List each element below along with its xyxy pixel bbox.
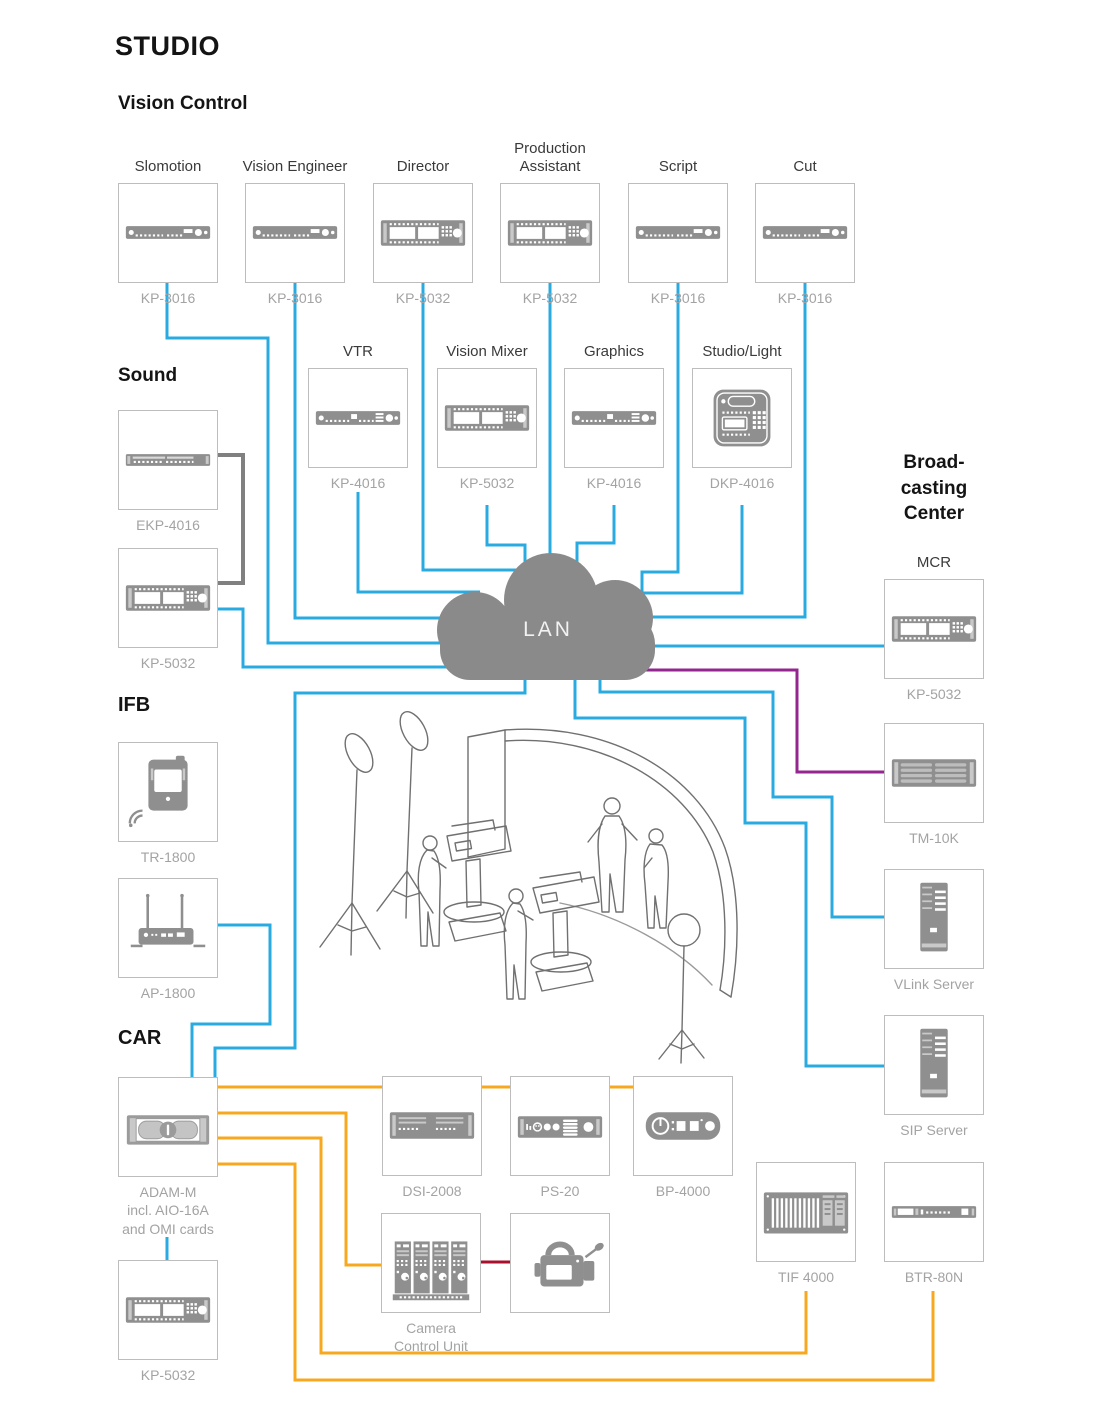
- rack-2u-icon: [438, 369, 536, 467]
- lan-label: LAN: [523, 618, 573, 641]
- device-box-btr80n: [884, 1162, 984, 1262]
- device-model-studio_light: DKP-4016: [709, 475, 775, 491]
- device-box-vtr: [308, 368, 408, 468]
- device-caption-script: Script: [658, 158, 698, 176]
- device-box-camera: [510, 1213, 610, 1313]
- device-model-line: and OMI cards: [122, 1220, 214, 1237]
- device-model-sip: SIP Server: [900, 1122, 968, 1138]
- section-heading-ifb: IFB: [118, 694, 151, 716]
- device-caption-vision_mixer: Vision Mixer: [446, 343, 528, 361]
- rack-1u-icon: [756, 184, 854, 282]
- device-model-line: Control Unit: [394, 1338, 468, 1355]
- device-box-tif4000: [756, 1162, 856, 1262]
- desktop-panel-icon: [693, 369, 791, 467]
- broadcasting-line-3: Center: [903, 503, 965, 525]
- card-cage-icon: [757, 1163, 855, 1261]
- rack-1u-icon: [885, 1163, 983, 1261]
- device-box-sip: [884, 1015, 984, 1115]
- device-box-graphics: [564, 368, 664, 468]
- device-model-cut: KP-3016: [777, 290, 833, 306]
- device-model-vision_engineer: KP-3016: [267, 290, 323, 306]
- rack-1u-icon: [629, 184, 727, 282]
- rack-2u-icon: [383, 1077, 481, 1175]
- device-box-script: [628, 183, 728, 283]
- studio-light-stand: [320, 729, 380, 955]
- rack-2u-icon: [885, 580, 983, 678]
- wire-lan-adam: [215, 660, 525, 1078]
- device-caption-mcr: MCR: [916, 554, 952, 572]
- device-model-slomotion: KP-3016: [140, 290, 196, 306]
- power-supply-icon: [511, 1077, 609, 1175]
- device-model-sound_kp5032: KP-5032: [140, 655, 196, 671]
- device-model-tif4000: TIF 4000: [777, 1269, 835, 1285]
- broadcasting-line-1: Broad-: [903, 452, 965, 473]
- section-heading-broadcasting-center: [884, 450, 984, 527]
- device-box-ekp4016: [118, 410, 218, 510]
- studio-illustration: [320, 707, 737, 1063]
- studio-light-stand: [377, 707, 434, 918]
- device-model-graphics: KP-4016: [586, 475, 642, 491]
- device-caption-graphics: Graphics: [583, 343, 645, 361]
- device-caption-production_assistant: Production Assistant: [514, 139, 586, 176]
- device-model-bp4000: BP-4000: [655, 1183, 711, 1199]
- server-tower-icon: [885, 1016, 983, 1114]
- device-model-ps20: PS-20: [540, 1183, 580, 1199]
- device-model-ccu: [365, 1319, 497, 1356]
- device-box-mcr: [884, 579, 984, 679]
- section-heading-vision-control: Vision Control: [118, 93, 248, 114]
- rack-2u-icon: [374, 184, 472, 282]
- video-camera-icon: [511, 1214, 609, 1312]
- device-box-tr1800: [118, 742, 218, 842]
- device-model-ap1800: AP-1800: [140, 985, 196, 1001]
- device-model-dsi2008: DSI-2008: [402, 1183, 462, 1199]
- device-box-car_kp5032: [118, 1260, 218, 1360]
- device-box-vision_mixer: [437, 368, 537, 468]
- wire-lan-vlink: [600, 660, 884, 917]
- device-caption-director: Director: [396, 158, 450, 176]
- wire-lan-tm10k: [636, 670, 884, 772]
- rack-2u-icon: [501, 184, 599, 282]
- wire-adam-ccu: [218, 1113, 381, 1265]
- device-model-tr1800: TR-1800: [140, 849, 196, 865]
- lan-cloud: [437, 553, 655, 680]
- presenter: [588, 798, 637, 912]
- beltpack-icon: [119, 743, 217, 841]
- floor-light: [659, 914, 704, 1063]
- device-box-ap1800: [118, 878, 218, 978]
- device-caption-vision_engineer: Vision Engineer: [242, 158, 348, 176]
- device-caption-vtr: VTR: [343, 343, 373, 361]
- server-tower-icon: [885, 870, 983, 968]
- device-model-adam: [102, 1183, 234, 1238]
- guest: [644, 829, 668, 928]
- device-box-vlink: [884, 869, 984, 969]
- camera-operator: [418, 820, 511, 946]
- device-model-director: KP-5032: [395, 290, 451, 306]
- wire-vtr-lan: [358, 492, 480, 592]
- access-point-icon: [119, 879, 217, 977]
- rack-1u-icon: [119, 184, 217, 282]
- device-model-btr80n: BTR-80N: [904, 1269, 964, 1285]
- device-model-vtr: KP-4016: [330, 475, 386, 491]
- rack-2u-icon: [119, 549, 217, 647]
- device-box-director: [373, 183, 473, 283]
- rack-2u-icon: [119, 1261, 217, 1359]
- device-box-ps20: [510, 1076, 610, 1176]
- camera-operator: [504, 872, 599, 999]
- device-model-tm10k: TM-10K: [909, 830, 959, 846]
- device-model-vlink: VLink Server: [893, 976, 975, 992]
- device-box-studio_light: [692, 368, 792, 468]
- device-box-ccu: [381, 1213, 481, 1313]
- device-model-ekp4016: EKP-4016: [136, 517, 200, 533]
- device-box-dsi2008: [382, 1076, 482, 1176]
- device-caption-slomotion: Slomotion: [134, 158, 202, 176]
- device-box-cut: [755, 183, 855, 283]
- device-box-tm10k: [884, 723, 984, 823]
- page-title: STUDIO: [115, 31, 221, 61]
- device-model-car_kp5032: KP-5032: [140, 1367, 196, 1383]
- rack-1u-display-icon: [565, 369, 663, 467]
- wire-studio-light-lan: [636, 505, 742, 593]
- beltpack-panel-icon: [634, 1077, 732, 1175]
- device-box-sound_kp5032: [118, 548, 218, 648]
- rack-1u-display-icon: [309, 369, 407, 467]
- device-model-script: KP-3016: [650, 290, 706, 306]
- device-model-line: ADAM-M: [139, 1184, 197, 1200]
- backdrop-panel: [468, 730, 505, 857]
- device-caption-studio_light: Studio/Light: [702, 343, 782, 361]
- rack-1u-icon: [119, 411, 217, 509]
- device-box-adam: [118, 1077, 218, 1177]
- device-caption-cut: Cut: [793, 158, 817, 176]
- device-box-production_assistant: [500, 183, 600, 283]
- device-model-line: Camera: [406, 1320, 456, 1336]
- rack-1u-icon: [246, 184, 344, 282]
- device-model-vision_mixer: KP-5032: [459, 475, 515, 491]
- broadcasting-line-2: casting: [900, 477, 968, 499]
- device-model-line: incl. AIO-16A: [127, 1202, 209, 1219]
- section-heading-car: CAR: [118, 1027, 162, 1049]
- section-heading-sound: Sound: [118, 365, 178, 386]
- device-model-mcr: KP-5032: [906, 686, 962, 702]
- rack-2u-mesh-icon: [885, 724, 983, 822]
- device-box-slomotion: [118, 183, 218, 283]
- camera-control-unit-icon: [382, 1214, 480, 1312]
- device-box-bp4000: [633, 1076, 733, 1176]
- device-model-production_assistant: KP-5032: [522, 290, 578, 306]
- device-box-vision_engineer: [245, 183, 345, 283]
- audio-frame-icon: [119, 1078, 217, 1176]
